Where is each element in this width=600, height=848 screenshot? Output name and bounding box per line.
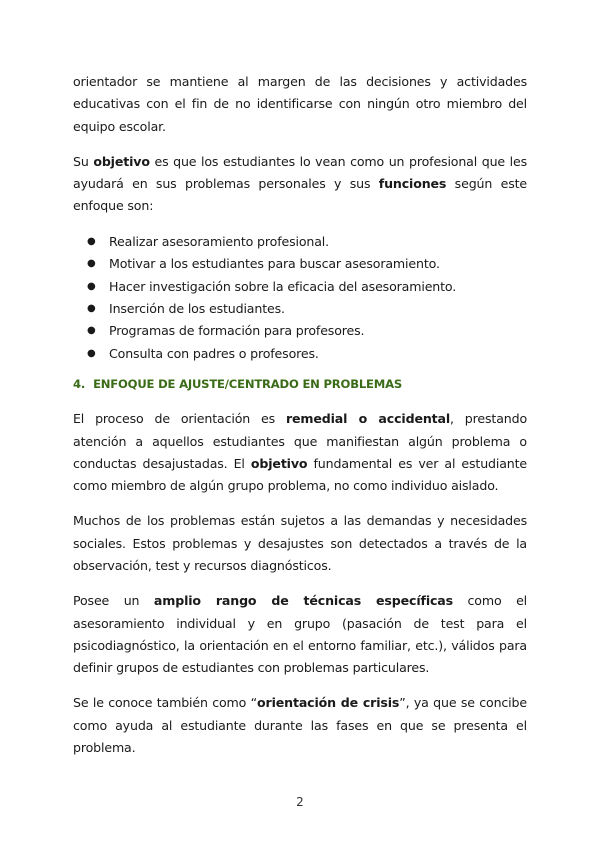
text-run: Posee un bbox=[73, 593, 154, 609]
text-run: Se le conoce también como “ bbox=[73, 695, 258, 711]
text-run: ”, ya que se concibe como ayuda al estudiante durante las fases en que se presenta el problema. bbox=[73, 695, 527, 756]
paragraph-remedial bbox=[73, 408, 527, 497]
section-heading bbox=[73, 374, 527, 394]
paragraph-techniques bbox=[73, 590, 527, 679]
bold-remedial: remedial o accidental bbox=[285, 411, 451, 427]
text-run: según este enfoque son: bbox=[73, 176, 527, 214]
text-run: fundamental es ver al estudiante como miembro de algún grupo problema, no como individuo aislado. bbox=[73, 455, 528, 494]
bold-crisis: orientación de crisis bbox=[257, 695, 400, 711]
bullet-icon: ● bbox=[87, 258, 96, 270]
list-item-text: Realizar asesoramiento profesional. bbox=[109, 233, 329, 249]
page-number: 2 bbox=[296, 795, 304, 809]
section-number: 4. bbox=[73, 377, 86, 392]
list-item bbox=[73, 343, 527, 365]
list-item bbox=[73, 276, 527, 298]
functions-list bbox=[73, 231, 527, 365]
text-run: como el asesoramiento individual y en grupo (pasación de test para el psicodiagnóstico, la orientación en el entorno familiar, etc.), válidos para definir grupos de estudiantes con problemas particulares. bbox=[73, 593, 528, 676]
list-item-text: Hacer investigación sobre la eficacia del asesoramiento. bbox=[109, 278, 457, 294]
bold-objetivo: objetivo bbox=[250, 455, 308, 471]
text-run: Su bbox=[73, 153, 94, 169]
list-item bbox=[73, 320, 527, 342]
text-run: El proceso de orientación es bbox=[73, 411, 286, 427]
list-item-text: Programas de formación para profesores. bbox=[109, 323, 365, 339]
bullet-icon: ● bbox=[87, 235, 96, 247]
text-run: es que los estudiantes lo vean como un profesional que les ayudará en sus problemas personales y sus bbox=[73, 153, 527, 192]
bullet-icon: ● bbox=[87, 280, 96, 292]
bold-funciones: funciones bbox=[378, 176, 447, 192]
bold-techniques: amplio rango de técnicas específicas bbox=[153, 593, 453, 609]
list-item-text: Consulta con padres o profesores. bbox=[109, 345, 319, 361]
bold-objetivo: objetivo bbox=[93, 153, 150, 169]
paragraph-objective bbox=[73, 151, 527, 218]
bullet-icon: ● bbox=[87, 325, 96, 337]
list-item bbox=[73, 231, 527, 253]
page-content bbox=[73, 71, 527, 772]
list-item bbox=[73, 298, 527, 320]
paragraph-intro-continued: orientador se mantiene al margen de las decisiones y actividades educativas con el fin de no identificarse con ningún otro miembro del equipo escolar. bbox=[73, 74, 527, 134]
list-item bbox=[73, 253, 527, 275]
list-item-text: Inserción de los estudiantes. bbox=[109, 301, 285, 316]
paragraph-problems: Muchos de los problemas están sujetos a las demandas y necesidades sociales. Estos problemas y desajustes son detectados a través de la observación, test y recursos diagnósticos. bbox=[73, 513, 527, 573]
paragraph-crisis bbox=[73, 692, 527, 759]
text-run: , prestando atención a aquellos estudiantes que manifiestan algún problema o conductas desajustadas. El bbox=[73, 411, 527, 471]
section-title: ENFOQUE DE AJUSTE/CENTRADO EN PROBLEMAS bbox=[93, 377, 402, 392]
bullet-icon: ● bbox=[87, 347, 96, 359]
bullet-icon: ● bbox=[87, 303, 96, 314]
list-item-text: Motivar a los estudiantes para buscar asesoramiento. bbox=[109, 256, 440, 272]
